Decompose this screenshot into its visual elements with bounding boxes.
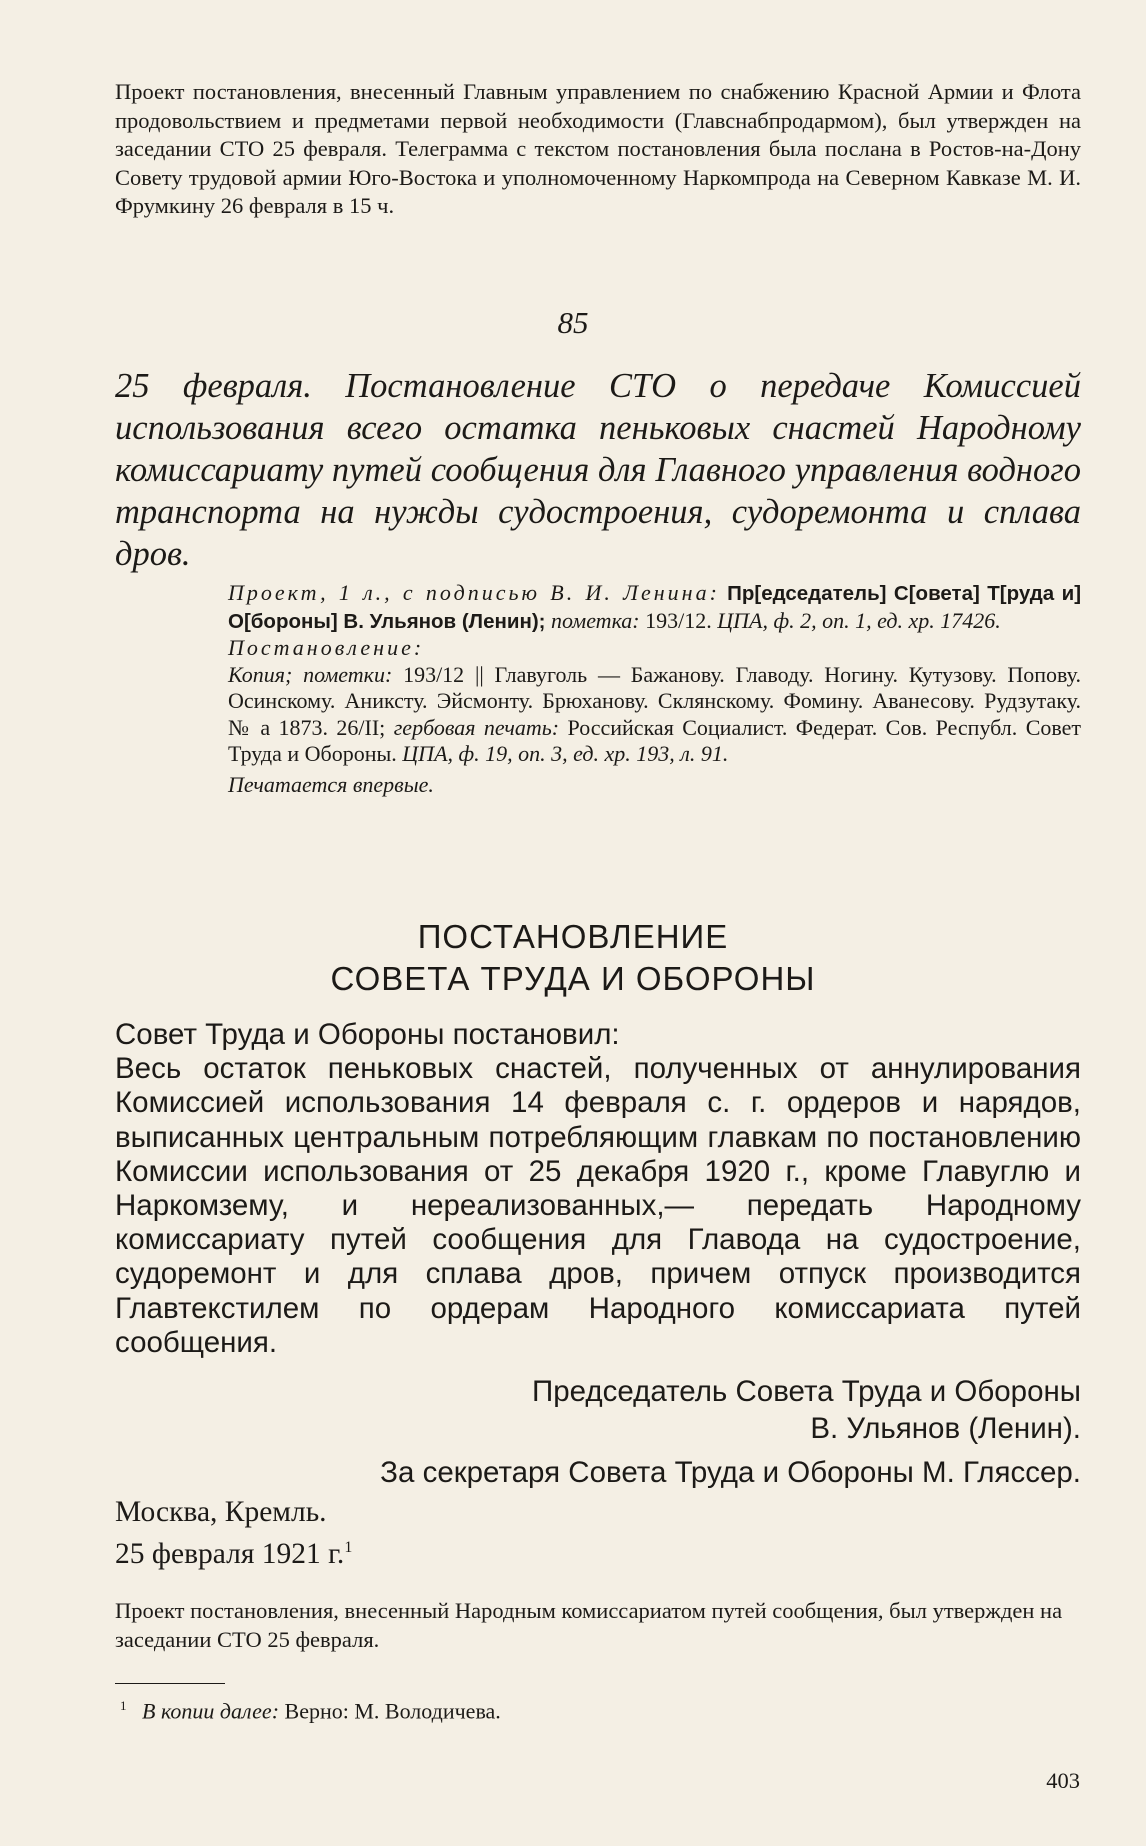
resolution-intro: Совет Труда и Обороны постановил:: [115, 1018, 620, 1051]
lead-note: Проект постановления, внесенный Главным управлением по снабжению Красной Армии и Флота продовольствием и предметами первой необходимости (Главснабпродармом), был утвержден на заседании СТО 25 февраля. Телеграмма с текстом постановления была послана в Ростов-на-Дону Совету трудовой армии Юго-Востока и уполномоченному Наркомпрода на Северном Кавказе М. И. Фрумкину 26 февраля в 15 ч.: [115, 79, 1081, 219]
heading-line-2: СОВЕТА ТРУДА И ОБОРОНЫ: [330, 960, 816, 997]
draft-signature: Пр[едседатель] С[овета] Т[руда и] О[бороны] В. Ульянов (Ленин);: [228, 582, 1082, 633]
copy-archive-ref: ЦПА, ф. 19, оп. 3, ед. хр. 193, л. 91.: [402, 741, 729, 766]
footnote-divider: [115, 1683, 225, 1684]
date: 25 февраля 1921 г.: [115, 1537, 345, 1570]
seal-label: гербовая печать:: [393, 714, 560, 740]
resolution-body: [115, 1018, 1081, 1360]
copy-marks: 193/12 || Главуголь — Бажанову. Главоду. Ногину. Кутузову. Попову. Осинскому. Аниксту. Эйсмонту. Брюханову. Склянскому. Фомину. Аванесову. Рудзутаку. № а 1873. 26/II;: [228, 661, 1081, 740]
page-number: 403: [1046, 1768, 1080, 1793]
place-and-date: [115, 1495, 352, 1572]
printed-first-note: Печатается впервые.: [228, 771, 434, 797]
draft-mark-label: пометка:: [551, 607, 640, 633]
draft-archive-ref: ЦПА, ф. 2, оп. 1, ед. хр. 17426.: [717, 607, 1001, 633]
document-title: 25 февраля. Постановление СТО о передаче Комиссией использования всего остатка пеньковых снастей Народному комиссариату путей сообщения для Главного управления водного транспорта на нужды судостроения, судоремонта и сплава дров.: [115, 367, 1081, 573]
date-footnote-mark: 1: [344, 1539, 353, 1556]
resolution-text: Весь остаток пеньковых снастей, полученных от аннулирования Комиссией использования 14 февраля с. г. ордеров и нарядов, выписанных центральным потребляющим главкам по постановлению Комиссии использования от 25 декабря 1920 г., кроме Главуглю и Наркомзему, и нереализованных,— передать Народному комиссариату путей сообщения для Главода на судостроение, судоремонт и для сплава дров, причем отпуск производится Главтекстилем по ордерам Народного комиссариата путей сообщения.: [115, 1052, 1081, 1359]
footnote-label: В копии далее:: [142, 1698, 280, 1724]
resolution-label: Постановление:: [228, 635, 425, 660]
footnote: [120, 1692, 1080, 1725]
draft-label: Проект, 1 л., с подписью В. И. Ленина:: [228, 580, 720, 605]
date-line: [115, 1530, 352, 1572]
document-number: 85: [557, 305, 589, 340]
place: Москва, Кремль.: [115, 1496, 327, 1528]
heading-line-1: ПОСТАНОВЛЕНИЕ: [417, 918, 729, 955]
footnote-text: Верно: М. Володичева.: [284, 1698, 501, 1724]
signature-name: В. Ульянов (Ленин).: [810, 1412, 1081, 1445]
secretary-signature: За секретаря Совета Труда и Обороны М. Гляссер.: [380, 1456, 1081, 1489]
draft-description: [228, 580, 1081, 635]
footnote-mark: 1: [120, 1698, 127, 1713]
draft-mark-value: 193/12.: [645, 607, 712, 633]
copy-label: Копия; пометки:: [228, 661, 393, 687]
signature-title: Председатель Совета Труда и Обороны: [532, 1375, 1081, 1408]
archival-description: [228, 580, 1081, 798]
tail-note: Проект постановления, внесенный Народным комиссариатом путей сообщения, был утвержден на заседании СТО 25 февраля.: [115, 1598, 1063, 1652]
copy-description: [228, 662, 1081, 768]
seal-text: Российская Социалист. Федерат. Сов. Республ. Совет Труда и Обороны.: [228, 714, 1082, 766]
